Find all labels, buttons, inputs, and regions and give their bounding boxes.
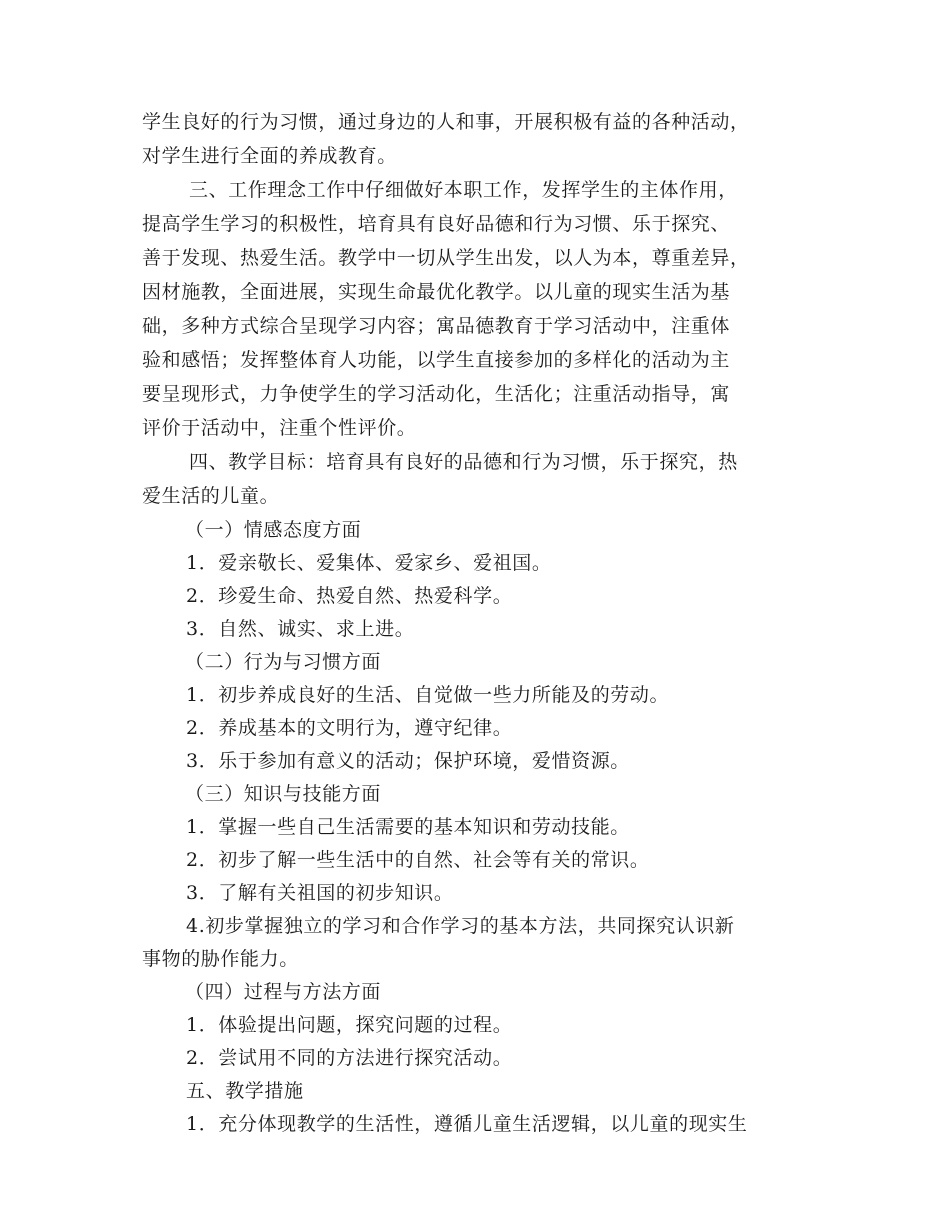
subsection-heading: （一）情感态度方面 <box>185 519 362 541</box>
paragraph-line: 验和感悟；发挥整体育人功能，以学生直接参加的多样化的活动为主 <box>142 349 731 371</box>
section-heading-line: 四、教学目标：培育具有良好的品德和行为习惯，乐于探究，热 <box>189 451 738 473</box>
paragraph-line: 提高学生学习的积极性，培育具有良好品德和行为习惯、乐于探究、 <box>142 213 731 235</box>
list-item: 3．自然、诚实、求上进。 <box>186 618 415 640</box>
list-item: 2．养成基本的文明行为，遵守纪律。 <box>186 717 513 739</box>
paragraph-line: 要呈现形式，力争使学生的学习活动化，生活化；注重活动指导，寓 <box>142 383 731 405</box>
subsection-heading: （四）过程与方法方面 <box>185 981 382 1003</box>
paragraph-line: 因材施教，全面进展，实现生命最优化教学。以儿童的现实生活为基 <box>142 281 731 303</box>
list-item: 2．珍爱生命、热爱自然、热爱科学。 <box>186 585 513 607</box>
list-item: 1．体验提出问题，探究问题的过程。 <box>186 1014 513 1036</box>
list-item: 1．初步养成良好的生活、自觉做一些力所能及的劳动。 <box>186 684 670 706</box>
list-item: 4.初步掌握独立的学习和合作学习的基本方法，共同探究认识新 <box>186 915 735 937</box>
section-heading-line: 三、工作理念工作中仔细做好本职工作，发挥学生的主体作用， <box>189 179 738 201</box>
subsection-heading: （二）行为与习惯方面 <box>185 651 382 673</box>
paragraph-line: 对学生进行全面的养成教育。 <box>142 145 397 167</box>
paragraph-line: 爱生活的儿童。 <box>142 485 280 507</box>
paragraph-line: 学生良好的行为习惯，通过身边的人和事，开展积极有益的各种活动， <box>142 111 750 133</box>
list-item: 1．爱亲敬长、爱集体、爱家乡、爱祖国。 <box>186 552 552 574</box>
paragraph-line: 事物的胁作能力。 <box>142 948 299 970</box>
paragraph-line: 评价于活动中，注重个性评价。 <box>142 417 417 439</box>
list-item: 2．尝试用不同的方法进行探究活动。 <box>186 1047 513 1069</box>
paragraph-line: 善于发现、热爱生活。教学中一切从学生出发，以人为本，尊重差异， <box>142 247 750 269</box>
section-heading-line: 五、教学措施 <box>186 1080 304 1102</box>
list-item: 1．充分体现教学的生活性，遵循儿童生活逻辑，以儿童的现实生 <box>186 1113 748 1135</box>
list-item: 1．掌握一些自己生活需要的基本知识和劳动技能。 <box>186 816 630 838</box>
list-item: 2．初步了解一些生活中的自然、社会等有关的常识。 <box>186 849 650 871</box>
list-item: 3．了解有关祖国的初步知识。 <box>186 882 454 904</box>
list-item: 3．乐于参加有意义的活动；保护环境，爱惜资源。 <box>186 750 630 772</box>
paragraph-line: 础，多种方式综合呈现学习内容；寓品德教育于学习活动中，注重体 <box>142 315 731 337</box>
subsection-heading: （三）知识与技能方面 <box>185 783 382 805</box>
